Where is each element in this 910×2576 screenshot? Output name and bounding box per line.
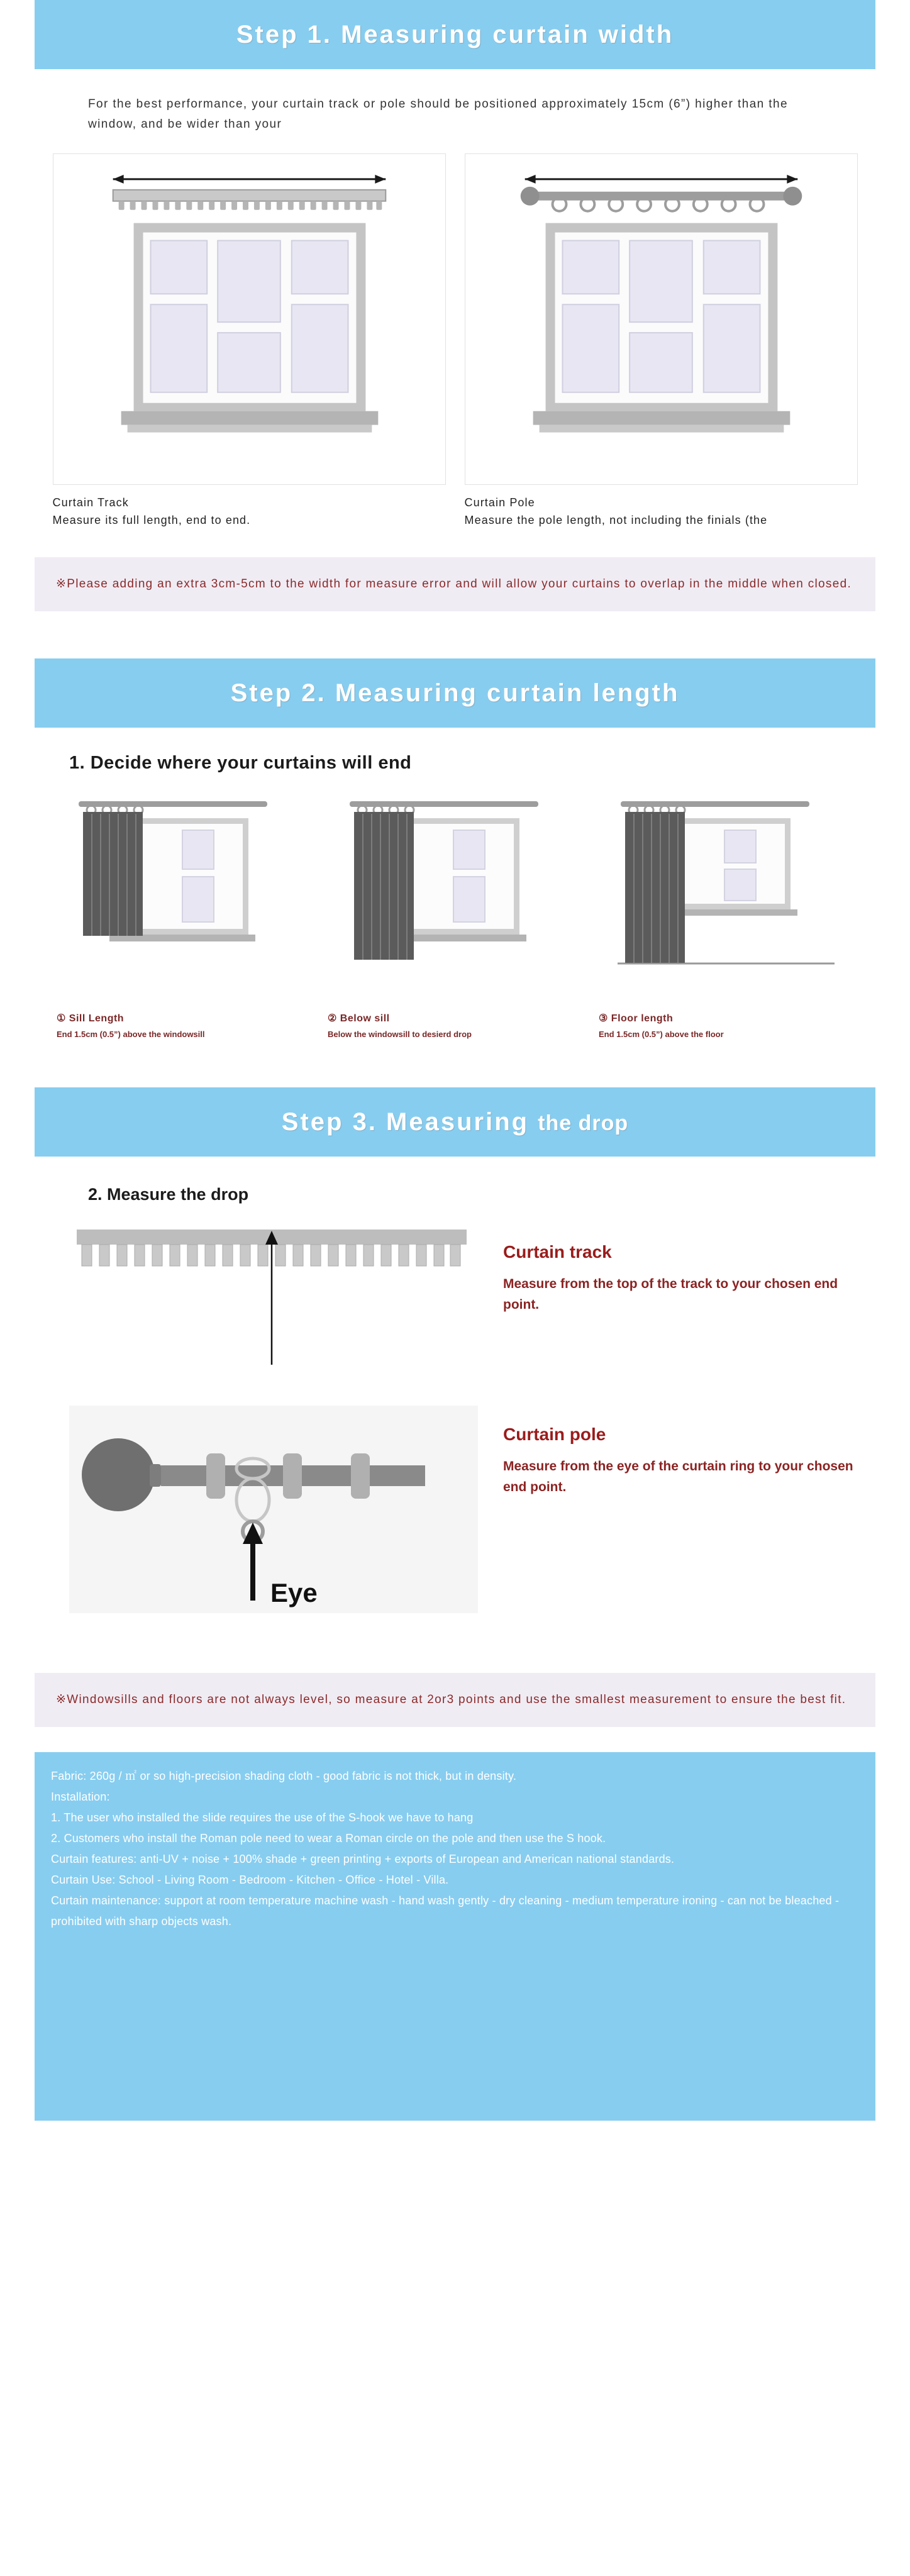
curtain-track-svg <box>53 154 445 483</box>
option-below-sill <box>328 790 582 1040</box>
footer-line-4: 2. Customers who install the Roman pole need to wear a Roman circle on the pole and then use the S hook. <box>51 1832 606 1845</box>
curtain-pole-column <box>465 153 858 529</box>
pole-drop-illustration <box>69 1406 478 1616</box>
footer-line-6: Curtain Use: School - Living Room - Bedroom - Kitchen - Office - Hotel - Villa. <box>51 1874 449 1886</box>
step3-subheading: 2. Measure the drop <box>88 1185 249 1204</box>
footer-line-3: 1. The user who installed the slide requires the use of the S-hook we have to hang <box>51 1811 474 1824</box>
below-sill-svg <box>328 790 582 1007</box>
option-floor-length <box>599 790 853 1040</box>
below-sill-illustration <box>328 790 582 1007</box>
pole-drop-title: Curtain pole <box>503 1424 606 1444</box>
step1-intro-text: For the best performance, your curtain track or pole should be positioned approximately 15cm (6”) higher than the window, and be wider than your <box>88 97 788 131</box>
curtain-track-drop-row <box>69 1223 872 1377</box>
step3-banner-sub: the drop <box>538 1111 629 1135</box>
step3-notice: ※Windowsills and floors are not always level, so measure at 2or3 points and use the smallest measurement to ensure the best fit. <box>35 1673 875 1727</box>
option-3-sub: End 1.5cm (0.5”) above the floor <box>599 1030 724 1039</box>
curtain-pole-title: Curtain Pole <box>464 496 535 509</box>
product-details-block <box>35 1752 875 2121</box>
option-2-sub: Below the windowsill to desierd drop <box>328 1030 472 1039</box>
option-1-sub: End 1.5cm (0.5”) above the windowsill <box>57 1030 205 1039</box>
step3-banner-main: Step 3. Measuring <box>281 1108 530 1136</box>
curtain-track-caption <box>53 494 446 529</box>
sill-length-svg <box>57 790 311 1007</box>
track-drop-illustration <box>69 1223 478 1377</box>
step3-banner <box>35 1087 875 1157</box>
track-drop-text <box>478 1223 872 1315</box>
footer-line-1: Fabric: 260g / ㎡ or so high-precision shading cloth - good fabric is not thick, but in density. <box>51 1770 517 1782</box>
pole-drop-body: Measure from the eye of the curtain ring to your chosen end point. <box>503 1459 853 1494</box>
option-1-title: ① Sill Length <box>57 1013 125 1024</box>
step1-banner <box>35 0 875 69</box>
footer-line-2: Installation: <box>51 1790 110 1803</box>
step2-banner <box>35 658 875 728</box>
floor-length-illustration <box>599 790 853 1007</box>
svg-text:Eye: Eye <box>270 1578 318 1607</box>
curtain-pole-desc: Measure the pole length, not including the finials (the <box>464 514 768 526</box>
curtain-track-illustration <box>53 153 446 485</box>
curtain-track-desc: Measure its full length, end to end. <box>52 514 251 526</box>
floor-length-svg <box>599 790 853 1007</box>
pole-drop-text <box>478 1406 872 1497</box>
curtain-pole-caption <box>465 494 858 529</box>
track-drop-title: Curtain track <box>503 1242 612 1262</box>
step1-notice: ※Please adding an extra 3cm-5cm to the width for measure error and will allow your curtains to overlap in the middle when closed. <box>35 557 875 611</box>
step1-figures <box>35 153 875 529</box>
curtain-pole-illustration <box>465 153 858 485</box>
curtain-pole-svg <box>465 154 857 483</box>
curtain-track-title: Curtain Track <box>52 496 129 509</box>
option-2-title: ② Below sill <box>328 1013 390 1024</box>
step2-subheading: 1. Decide where your curtains will end <box>69 753 412 773</box>
footer-line-5: Curtain features: anti-UV + noise + 100% shade + green printing + exports of European and American national standards. <box>51 1853 675 1865</box>
pole-drop-svg <box>69 1406 478 1613</box>
curtain-pole-drop-row <box>69 1406 872 1616</box>
step3-banner-label <box>282 1108 628 1136</box>
curtain-track-column <box>53 153 446 529</box>
sill-length-illustration <box>57 790 311 1007</box>
step2-banner-label: Step 2. Measuring curtain length <box>230 679 680 707</box>
track-drop-body: Measure from the top of the track to your chosen end point. <box>503 1277 838 1312</box>
step1-banner-label: Step 1. Measuring curtain width <box>236 20 674 48</box>
option-sill-length <box>57 790 311 1040</box>
option-3-title: ③ Floor length <box>599 1013 674 1024</box>
track-drop-svg <box>69 1223 478 1374</box>
step2-options <box>38 790 872 1040</box>
footer-line-7: Curtain maintenance: support at room temperature machine wash - hand wash gently - dry cleaning - medium temperature ironing - can not be bleached - prohibited with sharp objects wash. <box>51 1894 840 1928</box>
